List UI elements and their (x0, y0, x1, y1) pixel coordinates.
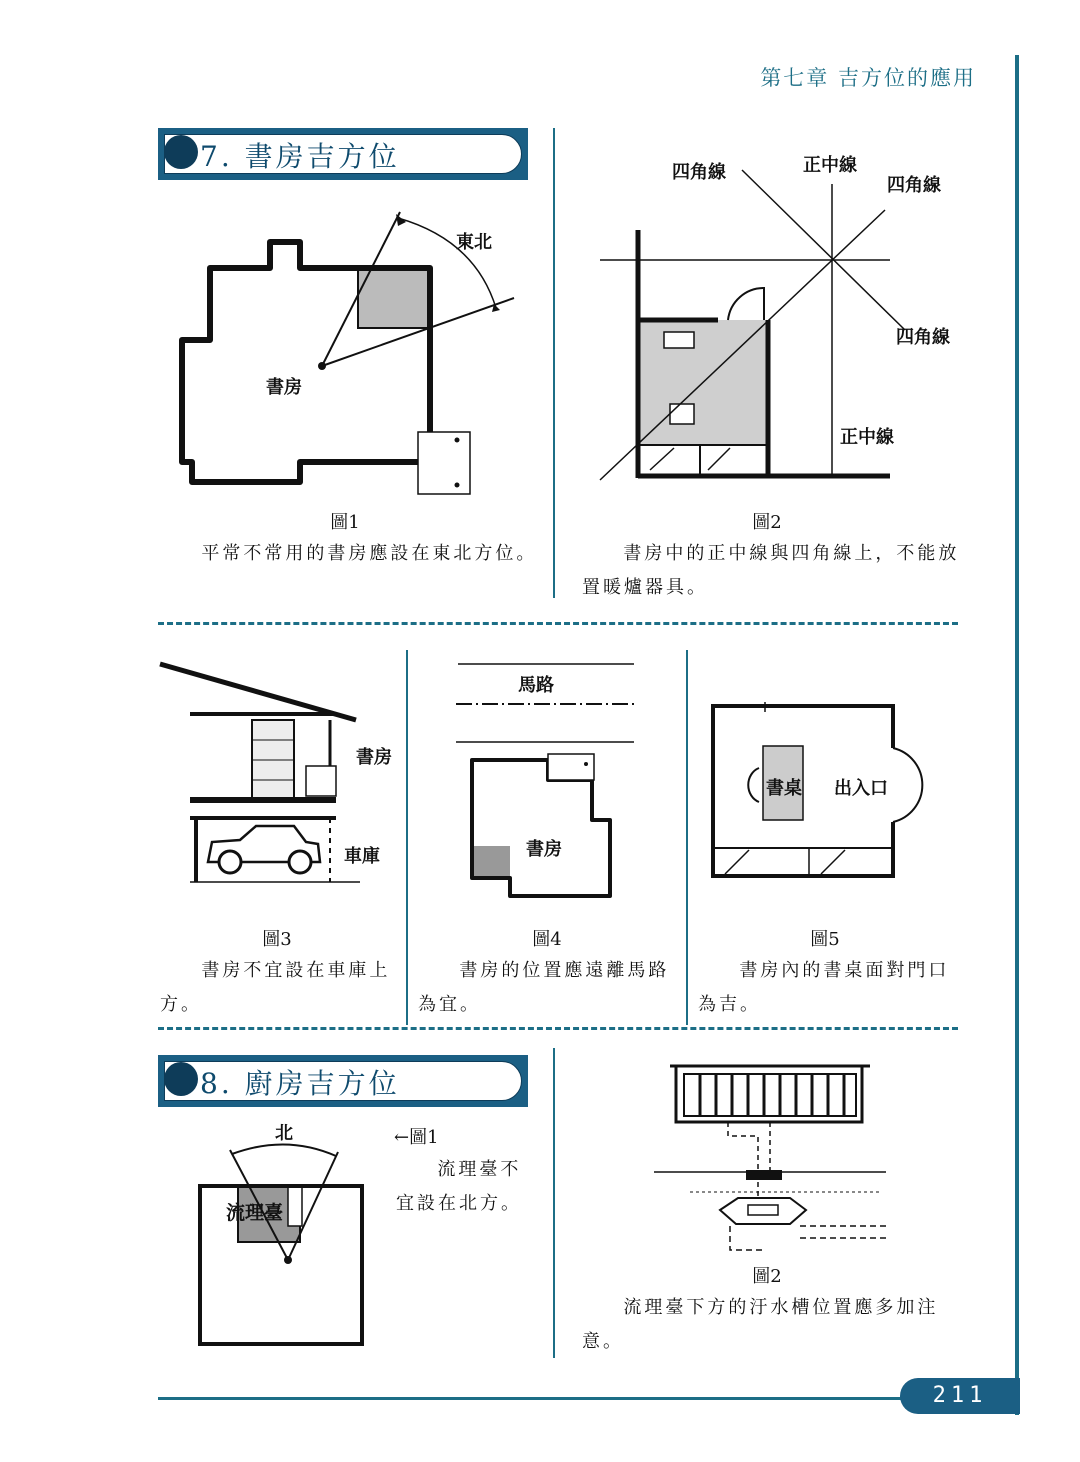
figure-description: 書房內的書桌面對門口為吉。 (698, 960, 950, 1015)
dashed-separator (158, 1027, 958, 1030)
label-entrance: 出入口 (834, 778, 888, 799)
figure-description: 流理臺不宜設在北方。 (396, 1159, 522, 1214)
label-garage: 車庫 (344, 846, 380, 867)
page-number: 211 (900, 1378, 1020, 1414)
section-8-title-banner (158, 1055, 528, 1107)
label-road: 馬路 (518, 675, 554, 696)
label-study: 書房 (356, 747, 392, 768)
label-sink: 流理臺 (226, 1202, 284, 1224)
label-study: 書房 (266, 377, 302, 398)
figure-description: 書房中的正中線與四角線上，不能放置暖爐器具。 (582, 543, 960, 598)
bullet-dot-icon (164, 135, 198, 169)
label-desk: 書桌 (766, 778, 802, 799)
dashed-separator (158, 622, 958, 625)
label-center-line: 正中線 (803, 155, 857, 176)
label-study: 書房 (526, 839, 562, 860)
column-divider (553, 1048, 555, 1358)
bullet-dot-icon (164, 1062, 198, 1096)
kitchen-figure-1-plan (196, 1140, 376, 1350)
figure-description: 書房的位置應遠離馬路為宜。 (418, 960, 670, 1015)
label-center-line: 正中線 (840, 427, 894, 448)
figure-pointer: ←圖1 (394, 1127, 439, 1148)
column-divider (686, 650, 688, 1025)
section-8-title: 8. 廚房吉方位 (200, 1067, 400, 1100)
chapter-title: 第七章 吉方位的應用 (760, 66, 976, 90)
footer-rule (158, 1397, 1018, 1400)
column-divider (406, 650, 408, 1025)
label-northeast: 東北 (456, 232, 492, 253)
figure-description: 流理臺下方的汙水槽位置應多加注意。 (582, 1297, 939, 1352)
figure-description: 平常不常用的書房應設在東北方位。 (201, 543, 538, 564)
figure-caption: 圖5 (810, 929, 840, 950)
label-diagonal-line: 四角線 (672, 162, 726, 183)
label-diagonal-line: 四角線 (887, 175, 941, 196)
figure-description: 書房不宜設在車庫上方。 (160, 960, 391, 1015)
figure-caption: 圖1 (330, 512, 360, 533)
section-7-title-banner (158, 128, 528, 180)
figure-caption: 圖2 (752, 1266, 782, 1287)
figure-caption: 圖3 (262, 929, 292, 950)
page-edge-rule (1015, 55, 1019, 1415)
figure-5-plan (705, 696, 945, 886)
figure-caption: 圖2 (752, 512, 782, 533)
figure-caption: 圖4 (532, 929, 562, 950)
label-diagonal-line: 四角線 (896, 327, 950, 348)
column-divider (553, 128, 555, 598)
section-7-title: 7. 書房吉方位 (200, 140, 400, 173)
label-north: 北 (275, 1123, 293, 1144)
kitchen-figure-2-drawing (650, 1060, 890, 1255)
